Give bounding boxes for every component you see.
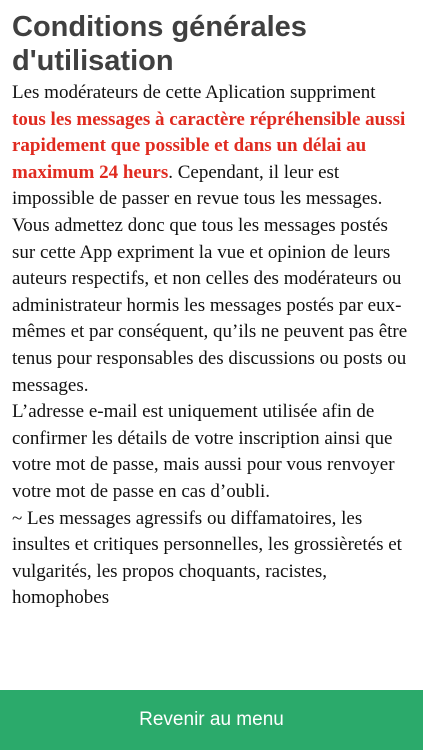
terms-body xyxy=(12,80,413,612)
back-to-menu-button[interactable]: Revenir au menu xyxy=(0,690,423,750)
terms-paragraph-1-start: Les modérateurs de cette Aplication suppriment xyxy=(12,82,376,103)
terms-paragraph-3: ~ Les messages agressifs ou diffamatoires, les insultes et critiques personnelles, les grossièretés et vulgarités, les propos choquants, racistes, homophobes xyxy=(12,507,402,609)
terms-paragraph-1-end: . Cependant, il leur est impossible de passer en revue tous les messages. Vous admettez donc que tous les messages postés sur cette App expriment la vue et opinion de leurs auteurs respectifs, et non celles des modérateurs ou administrateur hormis les messages postés par eux-mêmes et par conséquent, qu’ils ne peuvent pas être tenus pour responsables des discussions ou posts ou messages. xyxy=(12,161,408,396)
page-title: Conditions générales d'utilisation xyxy=(12,11,307,77)
terms-highlight: tous les messages à caractère répréhensible aussi rapidement que possible et dans un délai au maximum 24 heurs xyxy=(12,108,406,183)
terms-paragraph-2: L’adresse e-mail est uniquement utilisée afin de confirmer les détails de votre inscription ainsi que votre mot de passe, mais aussi pour vous renvoyer votre mot de passe en cas d’oubli. xyxy=(12,401,395,502)
